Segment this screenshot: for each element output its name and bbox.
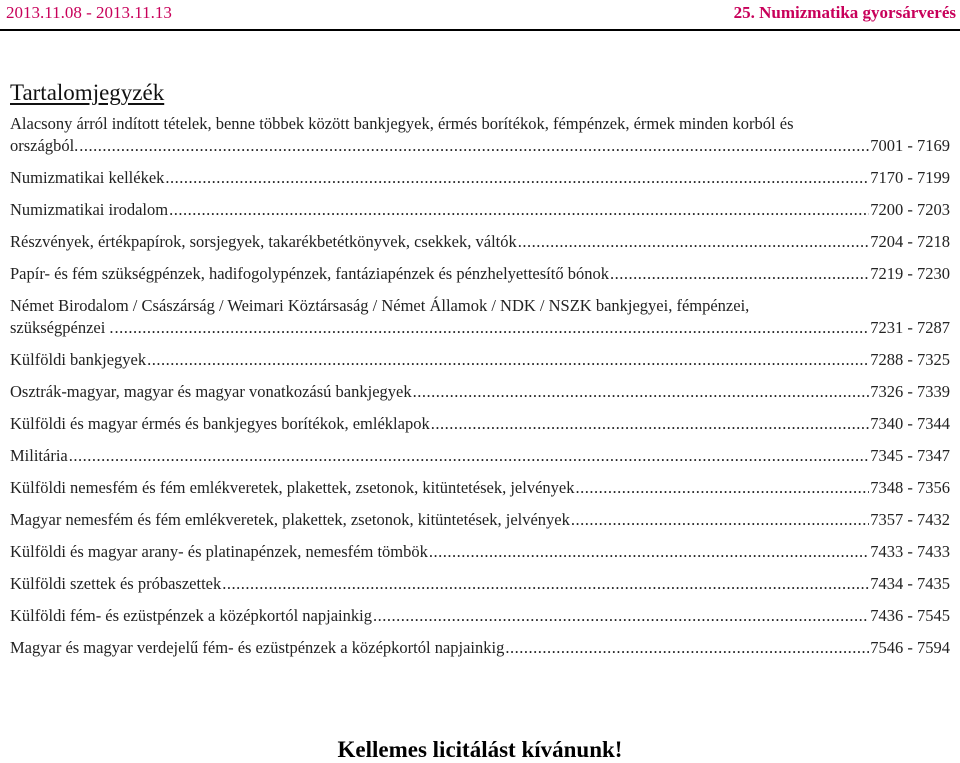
toc-entry[interactable] <box>10 295 950 339</box>
toc-entry-pages: 7200 - 7203 <box>870 200 950 219</box>
toc-entry[interactable] <box>10 509 950 531</box>
toc-entry-pages: 7340 - 7344 <box>870 414 950 433</box>
dot-leader <box>505 637 869 659</box>
toc-entry-title: Külföldi fém- és ezüstpénzek a középkortól napjainkig <box>10 606 372 625</box>
dot-leader <box>222 573 869 595</box>
toc-entry-title: Numizmatikai kellékek <box>10 168 165 187</box>
toc-list <box>10 113 950 669</box>
dot-leader <box>431 413 870 435</box>
dot-leader <box>69 445 870 467</box>
toc-entry-pages: 7348 - 7356 <box>870 478 950 497</box>
page-header <box>0 0 960 31</box>
toc-entry[interactable] <box>10 167 950 189</box>
toc-entry-title: Magyar nemesfém és fém emlékveretek, plakettek, zsetonok, kitüntetések, jelvények <box>10 510 570 529</box>
toc-entry-row <box>10 605 950 627</box>
toc-entry-title: Militária <box>10 446 68 465</box>
toc-entry-row <box>10 445 950 467</box>
toc-title: Tartalomjegyzék <box>10 80 165 105</box>
dot-leader <box>169 199 869 221</box>
dot-leader <box>165 167 869 189</box>
toc-entry-pages: 7231 - 7287 <box>870 318 950 337</box>
toc-entry-row <box>10 381 950 403</box>
toc-entry-title: Magyar és magyar verdejelű fém- és ezüstpénzek a középkortól napjainkig <box>10 638 505 657</box>
toc-entry-row <box>10 541 950 563</box>
toc-entry-pages: 7433 - 7433 <box>870 542 950 561</box>
toc-entry-title: Külföldi és magyar arany- és platinapénzek, nemesfém tömbök <box>10 542 428 561</box>
toc-entry-title: Külföldi szettek és próbaszettek <box>10 574 222 593</box>
toc-entry-pages: 7357 - 7432 <box>870 510 950 529</box>
dot-leader <box>373 605 869 627</box>
toc-entry-title: Külföldi és magyar érmés és bankjegyes borítékok, emléklapok <box>10 414 430 433</box>
toc-entry[interactable] <box>10 477 950 499</box>
toc-entry[interactable] <box>10 231 950 253</box>
toc-entry[interactable] <box>10 199 950 221</box>
toc-entry-title: szükségpénzei . <box>10 318 114 337</box>
toc-entry-row <box>10 199 950 221</box>
toc-entry-title: Numizmatikai irodalom <box>10 200 169 219</box>
toc-entry-title: Részvények, értékpapírok, sorsjegyek, takarékbetétkönyvek, csekkek, váltók <box>10 232 517 251</box>
dot-leader <box>413 381 870 403</box>
toc-entry-pages: 7204 - 7218 <box>870 232 950 251</box>
toc-entry-row <box>10 263 950 285</box>
toc-entry-title: Papír- és fém szükségpénzek, hadifogolypénzek, fantáziapénzek és pénzhelyettesítő bónok <box>10 264 609 283</box>
toc-entry-row <box>10 509 950 531</box>
dot-leader <box>610 263 869 285</box>
toc-entry-pages: 7436 - 7545 <box>870 606 950 625</box>
dot-leader <box>115 317 870 339</box>
toc-entry-row <box>10 167 950 189</box>
toc-entry[interactable] <box>10 349 950 371</box>
toc-entry-pages: 7434 - 7435 <box>870 574 950 593</box>
dot-leader <box>571 509 869 531</box>
toc-entry[interactable] <box>10 263 950 285</box>
toc-entry-row <box>10 135 950 157</box>
dot-leader <box>79 135 869 157</box>
toc-entry-row <box>10 349 950 371</box>
toc-entry[interactable] <box>10 541 950 563</box>
toc-entry[interactable] <box>10 573 950 595</box>
toc-entry-row <box>10 477 950 499</box>
toc-entry-lead: Alacsony árról indított tételek, benne többek között bankjegyek, érmés borítékok, fémpénzek, érmek minden korból és <box>10 114 794 133</box>
toc-entry[interactable] <box>10 445 950 467</box>
toc-entry[interactable] <box>10 637 950 659</box>
dot-leader <box>518 231 870 253</box>
toc-entry[interactable] <box>10 113 950 157</box>
toc-entry-pages: 7219 - 7230 <box>870 264 950 283</box>
toc-entry-pages: 7001 - 7169 <box>870 136 950 155</box>
toc-entry-title: országból. <box>10 136 79 155</box>
toc-entry-pages: 7345 - 7347 <box>870 446 950 465</box>
dot-leader <box>575 477 869 499</box>
dot-leader <box>147 349 869 371</box>
auction-title: 25. Numizmatika gyorsárverés <box>733 3 956 22</box>
toc-entry-row <box>10 573 950 595</box>
toc-entry-row <box>10 231 950 253</box>
toc-entry-title: Külföldi nemesfém és fém emlékveretek, plakettek, zsetonok, kitüntetések, jelvények <box>10 478 575 497</box>
toc-entry-row <box>10 317 950 339</box>
toc-entry-pages: 7170 - 7199 <box>870 168 950 187</box>
toc-entry[interactable] <box>10 605 950 627</box>
toc-entry[interactable] <box>10 381 950 403</box>
toc-entry-lead: Német Birodalom / Császárság / Weimari Köztársaság / Német Államok / NDK / NSZK bankjegyei, fémpénzei, <box>10 296 750 315</box>
toc-entry-pages: 7326 - 7339 <box>870 382 950 401</box>
closing-message: Kellemes licitálást kívánunk! <box>337 737 623 762</box>
toc-entry-pages: 7288 - 7325 <box>870 350 950 369</box>
toc-entry-row <box>10 637 950 659</box>
toc-entry[interactable] <box>10 413 950 435</box>
toc-entry-pages: 7546 - 7594 <box>870 638 950 657</box>
toc-entry-title: Külföldi bankjegyek <box>10 350 147 369</box>
toc-entry-row <box>10 413 950 435</box>
toc-entry-title: Osztrák-magyar, magyar és magyar vonatkozású bankjegyek <box>10 382 412 401</box>
dot-leader <box>429 541 869 563</box>
date-range: 2013.11.08 - 2013.11.13 <box>6 3 172 22</box>
